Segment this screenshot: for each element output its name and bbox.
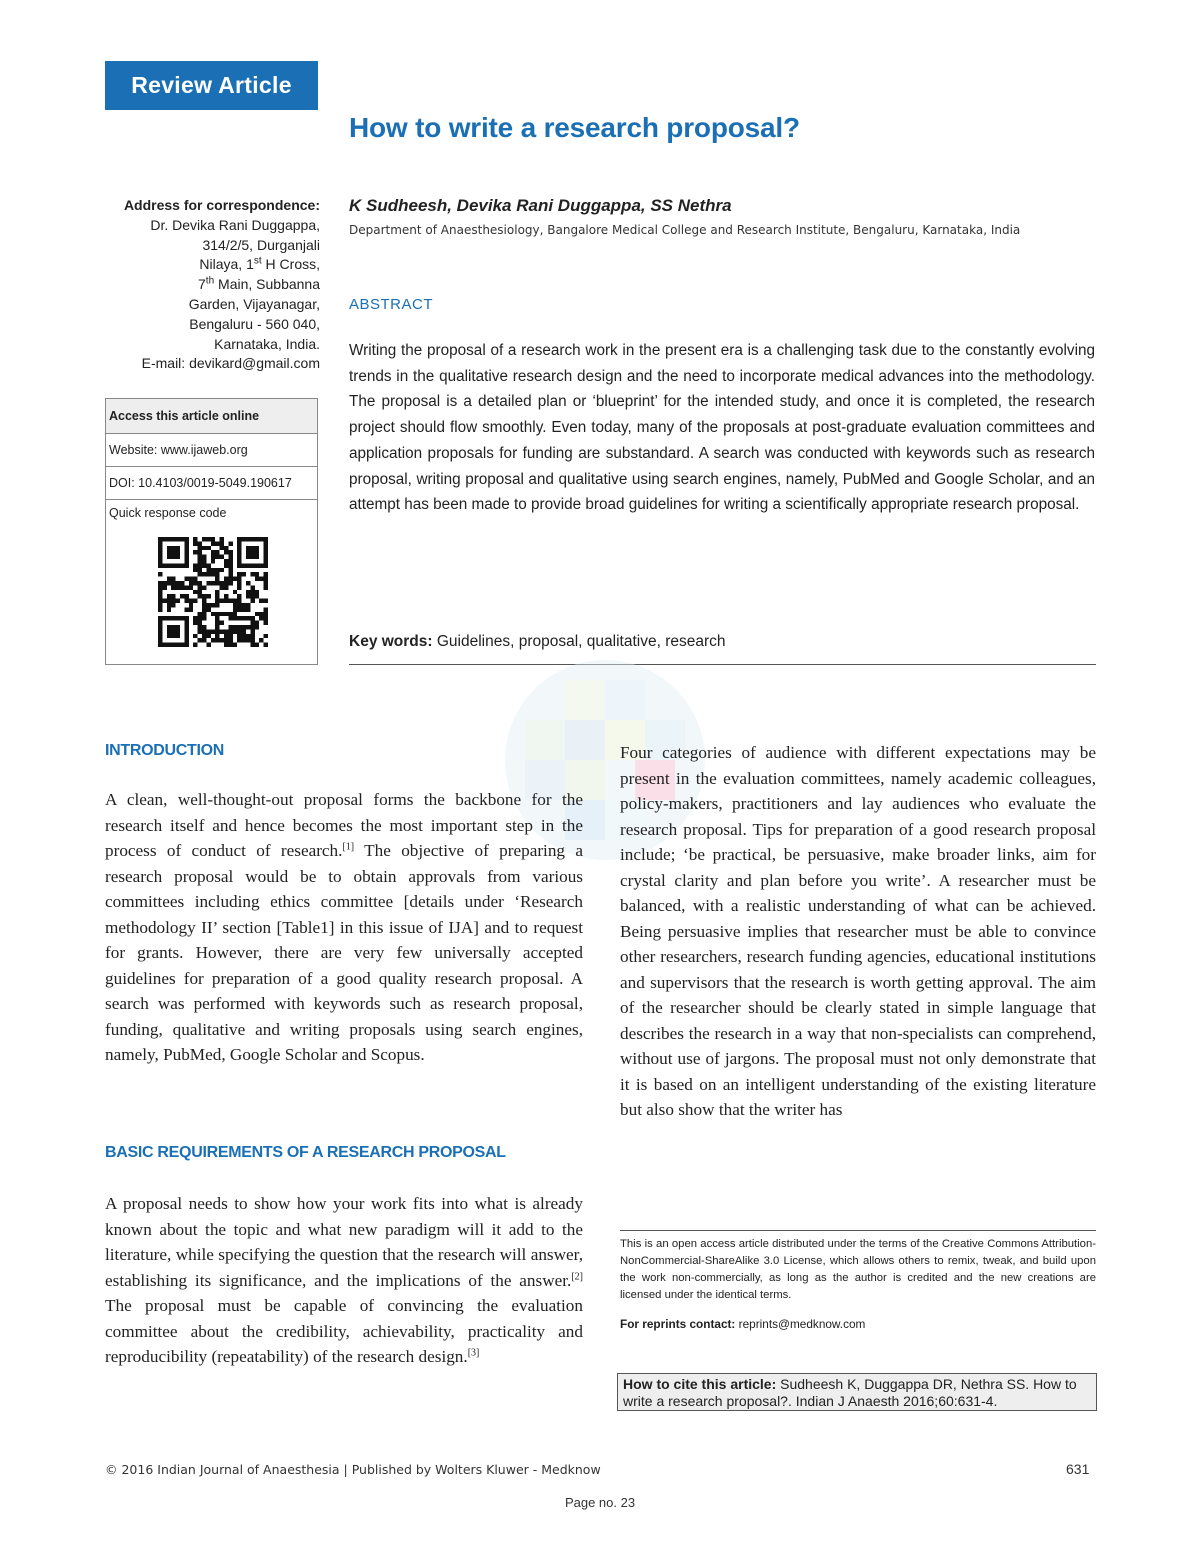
affiliation: Department of Anaesthesiology, Bangalore Medical College and Research Institute, Bengaluru, Karnataka, India xyxy=(349,223,1021,237)
address-line: Nilaya, 1st H Cross, xyxy=(199,255,320,273)
correspondence-address xyxy=(100,196,320,374)
author-list: K Sudheesh, Devika Rani Duggappa, SS Nethra xyxy=(349,196,732,215)
basic-requirements-text xyxy=(105,1191,583,1370)
reference-link[interactable]: [3] xyxy=(467,1347,480,1359)
introduction-text xyxy=(105,787,583,1068)
address-line: Garden, Vijayanagar, xyxy=(188,295,320,312)
basic-text-part: The proposal must be capable of convincing the evaluation committee about the credibility, achievability, practicality and reproducibility (repeatability) of the research design. xyxy=(105,1296,583,1366)
article-type-badge: Review Article xyxy=(105,61,318,110)
keywords-label: Key words: xyxy=(349,633,433,650)
abstract-text: Writing the proposal of a research work in the present era is a challenging task due to the constantly evolving trends in the qualitative research design and the need to incorporate medical advances into the methodology. The proposal is a detailed plan or ‘blueprint’ for the intended study, and once it is completed, the research project should flow smoothly. Even today, many of the proposals at post-graduate evaluation committees and application proposals for funding are substandard. A search was conducted with keywords such as research proposal, writing proposal and qualitative using search engines, namely, PubMed and Google Scholar, and an attempt has been made to provide broad guidelines for writing a scientifically appropriate research proposal. xyxy=(349,342,1095,514)
license-notice: This is an open access article distributed under the terms of the Creative Commons Attribution-NonCommercial-ShareAlike 3.0 License, which allows others to remix, tweak, and build upon the work non-commercially, as long as the author is credited and the new creations are licensed under the identical terms. xyxy=(620,1238,1096,1301)
address-line: Bengaluru - 560 040, xyxy=(189,315,320,332)
address-line: Dr. Devika Rani Duggappa, xyxy=(150,216,320,233)
introduction-heading: INTRODUCTION xyxy=(105,742,225,759)
website-link[interactable]: Website: www.ijaweb.org xyxy=(106,434,317,467)
divider xyxy=(349,664,1096,665)
doi-link[interactable]: DOI: 10.4103/0019-5049.190617 xyxy=(106,467,317,500)
intro-text-part: A clean, well-thought-out proposal forms the backbone for the research itself and hence becomes the most important step in the process of conduct of research. xyxy=(105,790,583,860)
qr-code-icon[interactable] xyxy=(158,537,268,647)
reprints-label: For reprints contact: xyxy=(620,1317,736,1331)
access-heading: Access this article online xyxy=(106,399,317,434)
cite-text: Sudheesh K, Duggappa DR, Nethra SS. How to write a research proposal?. Indian J Anaesth 2016;60:631-4. xyxy=(623,1376,1077,1409)
basic-requirements-heading: BASIC REQUIREMENTS OF A RESEARCH PROPOSAL xyxy=(105,1144,506,1161)
page-label: Page no. 23 xyxy=(564,1495,636,1510)
abstract-heading: ABSTRACT xyxy=(349,296,434,313)
page-number: 631 xyxy=(1066,1461,1090,1477)
cite-label: How to cite this article: xyxy=(623,1376,777,1392)
qr-label: Quick response code xyxy=(109,506,227,520)
address-line: 7th Main, Subbanna xyxy=(198,275,320,293)
email-link[interactable]: E-mail: devikard@gmail.com xyxy=(141,355,320,372)
address-line: 314/2/5, Durganjali xyxy=(202,236,320,253)
reprints-contact xyxy=(620,1317,865,1331)
footer-copyright: © 2016 Indian Journal of Anaesthesia | Published by Wolters Kluwer - Medknow xyxy=(105,1462,601,1477)
keywords-value: Guidelines, proposal, qualitative, research xyxy=(436,633,726,650)
reprints-email-link[interactable]: reprints@medknow.com xyxy=(738,1317,866,1331)
keywords xyxy=(349,633,1095,651)
citation-box xyxy=(617,1373,1097,1411)
reference-link[interactable]: [1] xyxy=(342,841,355,853)
intro-text-part: The objective of preparing a research proposal would be to obtain approvals from various committees including ethics committee [details under ‘Research methodology II’ section [Table1] in this issue of IJA] and to request for grants. However, there are very few universally accepted guidelines for preparation of a good quality research proposal. A search was performed with keywords such as research proposal, funding, qualitative and writing proposals using search engines, namely, PubMed, Google Scholar and Scopus. xyxy=(105,841,583,1064)
reference-link[interactable]: [2] xyxy=(571,1270,583,1282)
address-heading: Address for correspondence: xyxy=(123,197,320,213)
basic-text-part: A proposal needs to show how your work fits into what is already known about the topic and what new paradigm will it add to the literature, while specifying the question that the research will answer, establishing its significance, and the implications of the answer. xyxy=(105,1194,583,1290)
divider xyxy=(620,1230,1096,1231)
right-column-text: Four categories of audience with different expectations may be present in the evaluation committees, namely academic colleagues, policy-makers, practitioners and lay audiences who evaluate the research proposal. Tips for preparation of a good research proposal include; ‘be practical, be persuasive, make broader links, aim for crystal clarity and plan before you write’. A researcher must be balanced, with a realistic understanding of what can be achieved. Being persuasive implies that researcher must be able to convince other researchers, research funding agencies, educational institutions and supervisors that the research is worth getting approval. The aim of the researcher should be clearly stated in simple language that describes the research in a way that non-specialists can comprehend, without use of jargons. The proposal must not only demonstrate that it is based on an intelligent understanding of the existing literature but also show that the writer has xyxy=(620,743,1096,1119)
article-title: How to write a research proposal? xyxy=(349,112,800,143)
address-line: Karnataka, India. xyxy=(214,335,320,352)
access-online-box xyxy=(105,398,318,665)
